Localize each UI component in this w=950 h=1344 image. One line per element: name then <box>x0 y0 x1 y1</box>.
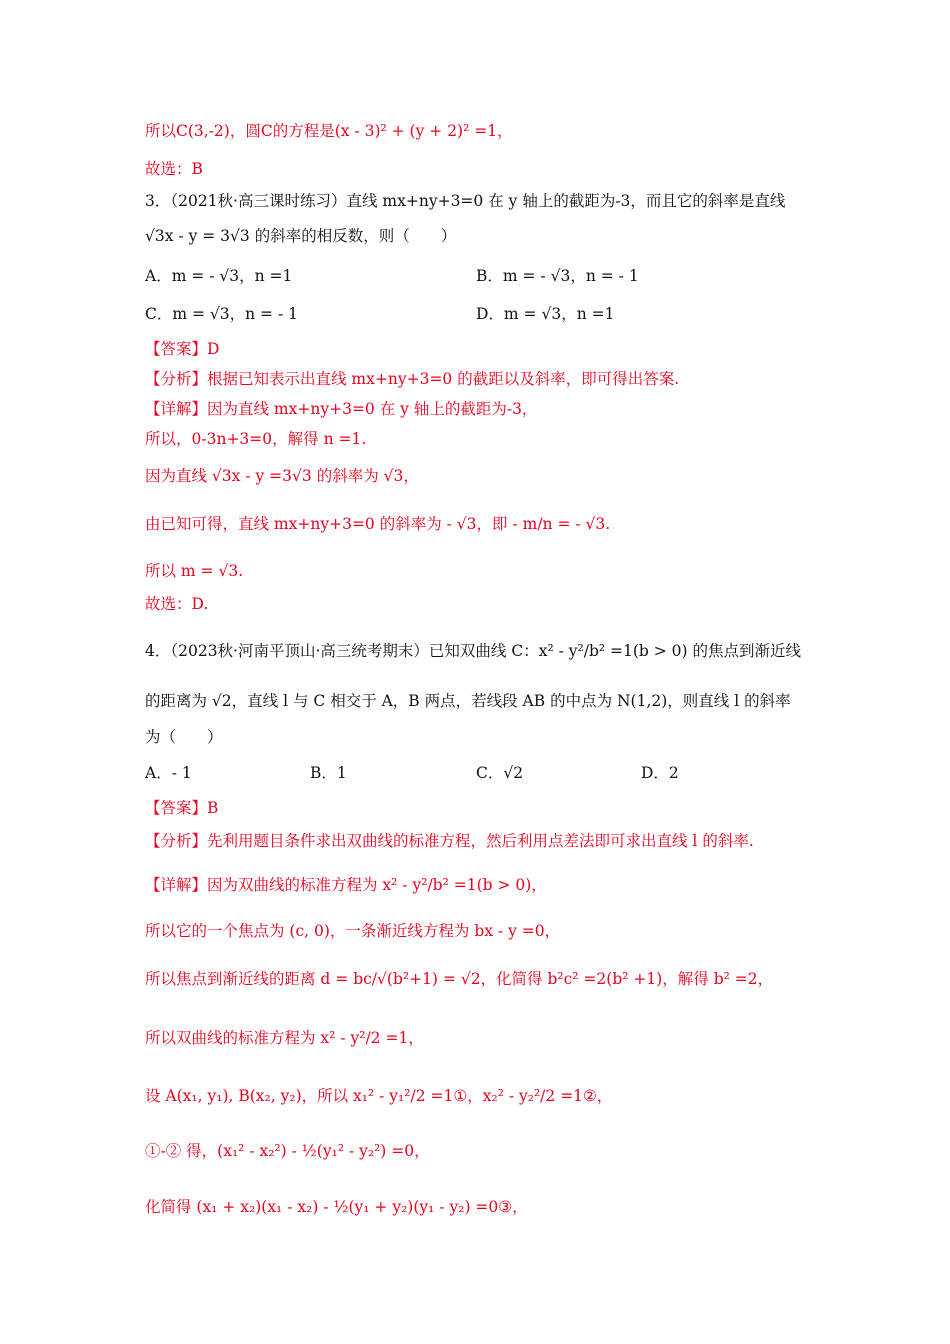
question-3-stem-cont: √3x - y = 3√3 的斜率的相反数，则（ ） <box>145 227 457 245</box>
q4-option-a: A．- 1 <box>145 764 192 782</box>
solution-line: 所以C(3,-2)，圆C的方程是(x - 3)² + (y + 2)² =1， <box>145 122 513 140</box>
q3-option-b: B．m = - √3，n = - 1 <box>476 267 639 285</box>
q4-detail-3: 所以焦点到渐近线的距离 d = bc/√(b²+1) = √2，化简得 b²c² =2(b² +1)，解得 b² =2， <box>145 970 774 988</box>
q4-detail-1: 【详解】因为双曲线的标准方程为 x² - y²/b² =1(b > 0)， <box>145 876 547 894</box>
q4-detail-7: 化简得 (x₁ + x₂)(x₁ - x₂) - ½(y₁ + y₂)(y₁ - y₂) =0③， <box>145 1198 528 1216</box>
q3-detail-6: 故选：D. <box>145 595 209 613</box>
question-4-stem-cont: 的距离为 √2，直线 l 与 C 相交于 A，B 两点，若线段 AB 的中点为 N(1,2)，则直线 l 的斜率 <box>145 692 791 710</box>
question-3-stem: 3．（2021秋·高三课时练习）直线 mx+ny+3=0 在 y 轴上的截距为-3，而且它的斜率是直线 <box>145 192 786 210</box>
q3-analysis: 【分析】根据已知表示出直线 mx+ny+3=0 的截距以及斜率，即可得出答案. <box>145 370 680 388</box>
q4-option-d: D．2 <box>641 764 679 782</box>
q3-answer: 【答案】D <box>145 340 220 358</box>
q3-option-c: C．m = √3，n = - 1 <box>145 305 298 323</box>
q4-detail-2: 所以它的一个焦点为 (c, 0)，一条渐近线方程为 bx - y =0， <box>145 922 561 940</box>
q3-detail-3: 因为直线 √3x - y =3√3 的斜率为 √3， <box>145 467 419 485</box>
q4-detail-4: 所以双曲线的标准方程为 x² - y²/2 =1， <box>145 1029 424 1047</box>
question-4-stem: 4．（2023秋·河南平顶山·高三统考期末）已知双曲线 C：x² - y²/b² =1(b > 0) 的焦点到渐近线 <box>145 642 801 660</box>
question-4-stem-end: 为（ ） <box>145 728 223 746</box>
q4-detail-6: ①-② 得，(x₁² - x₂²) - ½(y₁² - y₂²) =0， <box>145 1142 430 1160</box>
q3-option-d: D．m = √3，n =1 <box>476 305 615 323</box>
q4-option-c: C．√2 <box>476 764 524 782</box>
q3-detail-4: 由已知可得，直线 mx+ny+3=0 的斜率为 - √3，即 - m/n = - √3. <box>145 515 611 533</box>
q4-answer: 【答案】B <box>145 799 219 817</box>
q4-option-b: B．1 <box>310 764 347 782</box>
q3-detail-1: 【详解】因为直线 mx+ny+3=0 在 y 轴上的截距为-3， <box>145 400 538 418</box>
q3-detail-2: 所以，0-3n+3=0，解得 n =1. <box>145 430 367 448</box>
q3-detail-5: 所以 m = √3. <box>145 562 244 580</box>
q3-option-a: A．m = - √3，n =1 <box>145 267 293 285</box>
q4-detail-5: 设 A(x₁, y₁), B(x₂, y₂)，所以 x₁² - y₁²/2 =1①，x₂² - y₂²/2 =1②， <box>145 1087 613 1105</box>
q4-analysis: 【分析】先利用题目条件求出双曲线的标准方程，然后利用点差法即可求出直线 l 的斜率. <box>145 832 754 850</box>
choice-line: 故选：B <box>145 160 203 178</box>
